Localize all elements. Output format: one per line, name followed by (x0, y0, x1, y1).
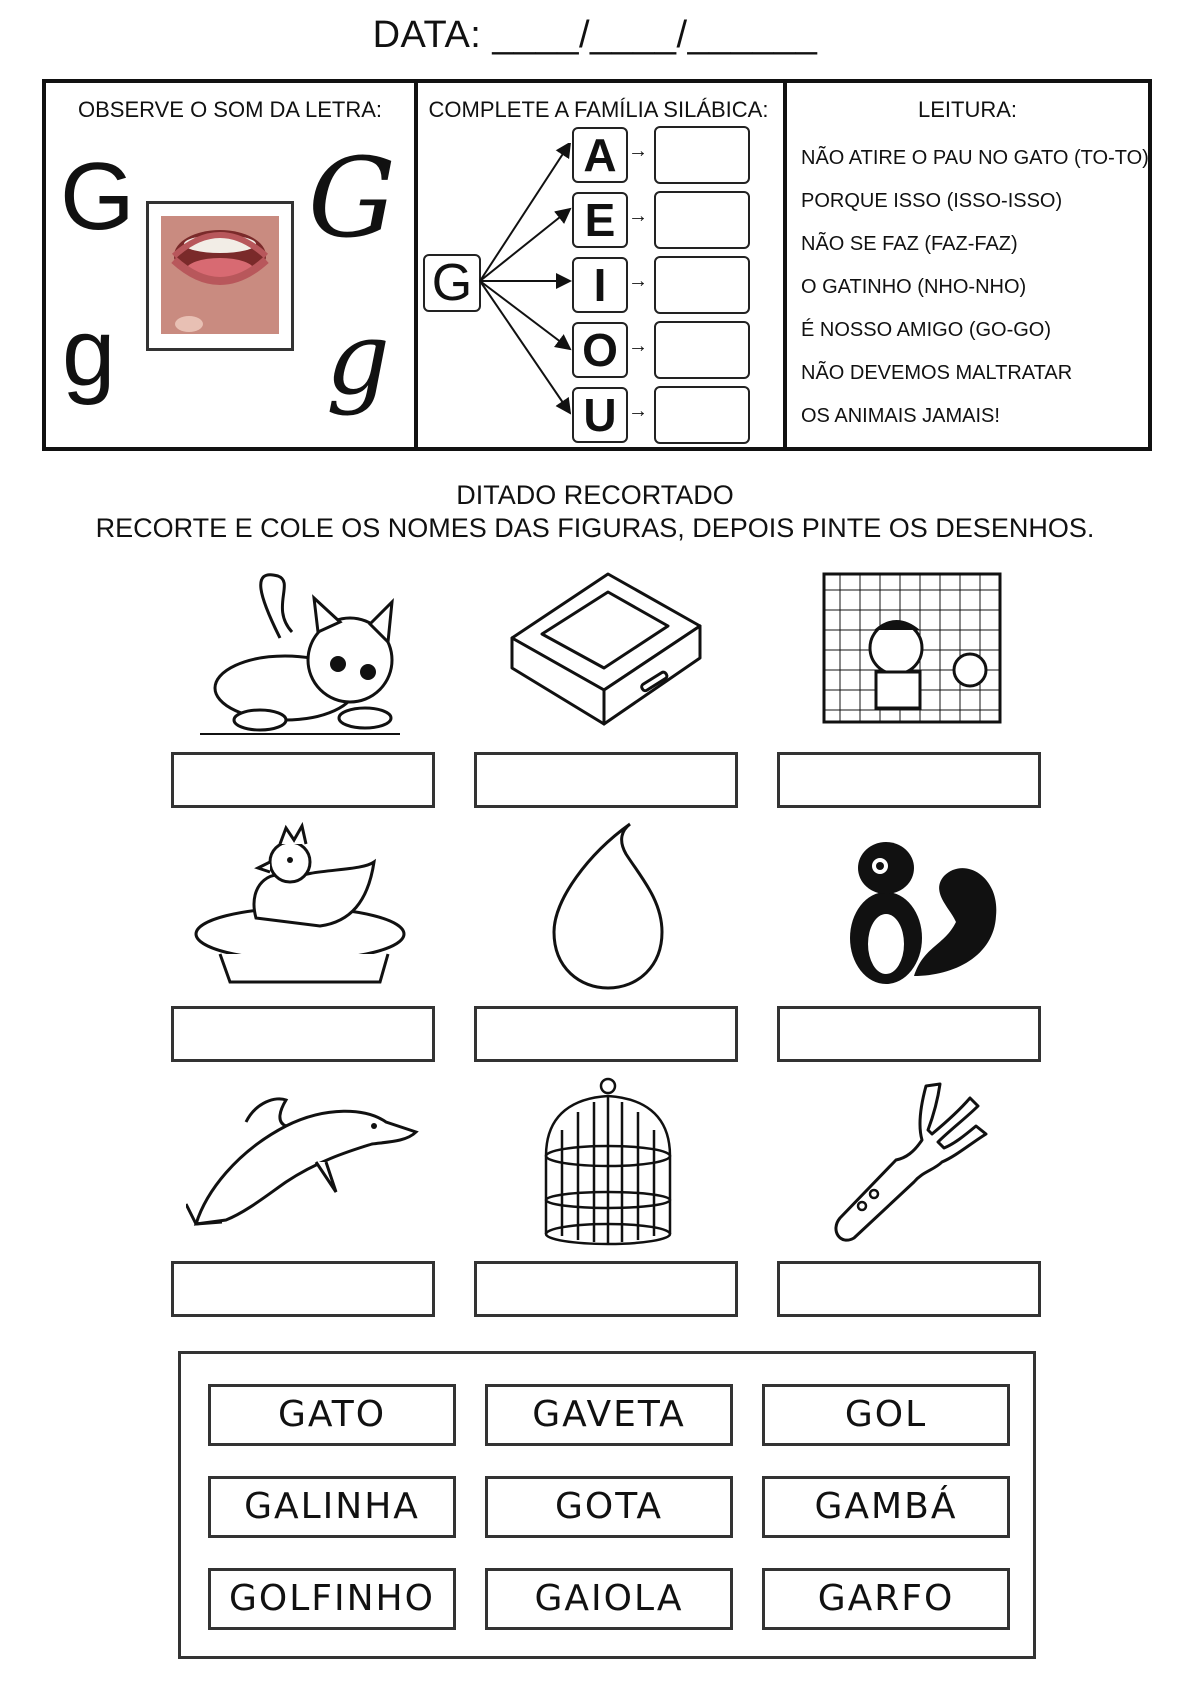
syllable-answer-box[interactable] (654, 321, 750, 379)
arrow-right-icon: → (628, 270, 648, 292)
dictation-title: DITADO RECORTADO (456, 480, 734, 510)
arrow-right-icon: → (628, 140, 648, 162)
lowercase-print-letter: g (62, 299, 116, 406)
word-card[interactable]: GOL (762, 1384, 1010, 1446)
word-card[interactable]: GARFO (762, 1568, 1010, 1630)
vowel-o-box: O (572, 322, 628, 378)
arrow-right-icon: → (628, 400, 648, 422)
word-card[interactable]: GOLFINHO (208, 1568, 456, 1630)
observe-title: OBSERVE O SOM DA LETRA: (77, 97, 382, 122)
cage-icon (536, 1076, 680, 1248)
reading-panel (787, 83, 1148, 447)
vowel-e-box: E (572, 192, 628, 248)
paste-area-1[interactable] (171, 752, 435, 808)
paste-area-2[interactable] (474, 752, 738, 808)
observe-panel (46, 83, 418, 447)
word-card[interactable]: GAIOLA (485, 1568, 733, 1630)
word-card[interactable]: GAVETA (485, 1384, 733, 1446)
top-table (42, 79, 1152, 451)
drop-icon (548, 820, 668, 992)
reading-line: OS ANIMAIS JAMAIS! (801, 405, 1000, 427)
reading-line: PORQUE ISSO (ISSO-ISSO) (801, 190, 1063, 212)
drawer-icon (508, 570, 704, 728)
vowel-u-box: U (572, 387, 628, 443)
syllable-family-panel (414, 83, 787, 447)
word-cutout-panel (178, 1351, 1036, 1659)
date-label: DATA: ____/____/______ (372, 14, 818, 56)
reading-line: O GATINHO (NHO-NHO) (801, 276, 1027, 298)
syllable-answer-box[interactable] (654, 191, 750, 249)
paste-area-5[interactable] (474, 1006, 738, 1062)
syllable-answer-box[interactable] (654, 256, 750, 314)
paste-area-9[interactable] (777, 1261, 1041, 1317)
uppercase-cursive-letter: G (308, 134, 396, 262)
dolphin-icon (186, 1092, 422, 1232)
hen-icon (190, 822, 416, 994)
paste-area-4[interactable] (171, 1006, 435, 1062)
reading-title: LEITURA: (917, 97, 1018, 122)
mouth-icon (149, 204, 291, 348)
reading-line: NÃO ATIRE O PAU NO GATO (TO-TO) (801, 147, 1149, 169)
word-card[interactable]: GOTA (485, 1476, 733, 1538)
word-card[interactable]: GAMBÁ (762, 1476, 1010, 1538)
lowercase-cursive-letter: g (326, 300, 391, 417)
goal-icon (820, 570, 1014, 746)
skunk-icon (824, 826, 1000, 996)
reading-line: É NOSSO AMIGO (GO-GO) (801, 319, 1052, 341)
fork-icon (826, 1078, 990, 1250)
paste-area-7[interactable] (171, 1261, 435, 1317)
reading-line: NÃO DEVEMOS MALTRATAR (801, 362, 1073, 384)
uppercase-print-letter: G (60, 143, 135, 250)
syllable-answer-box[interactable] (654, 126, 750, 184)
vowel-a-box: A (572, 127, 628, 183)
paste-area-6[interactable] (777, 1006, 1041, 1062)
mouth-photo (146, 201, 294, 351)
cat-icon (200, 568, 410, 740)
arrow-right-icon: → (628, 335, 648, 357)
vowel-i-box: I (572, 257, 628, 313)
word-card[interactable]: GALINHA (208, 1476, 456, 1538)
syllable-answer-box[interactable] (654, 386, 750, 444)
dictation-instructions: RECORTE E COLE OS NOMES DAS FIGURAS, DEPOIS PINTE OS DESENHOS. (95, 513, 1095, 543)
branch-arrows (474, 143, 574, 453)
family-title: COMPLETE A FAMÍLIA SILÁBICA: (428, 97, 769, 122)
reading-line: NÃO SE FAZ (FAZ-FAZ) (801, 233, 1018, 255)
arrow-right-icon: → (628, 205, 648, 227)
consonant-box: G (423, 254, 481, 312)
word-card[interactable]: GATO (208, 1384, 456, 1446)
paste-area-3[interactable] (777, 752, 1041, 808)
paste-area-8[interactable] (474, 1261, 738, 1317)
